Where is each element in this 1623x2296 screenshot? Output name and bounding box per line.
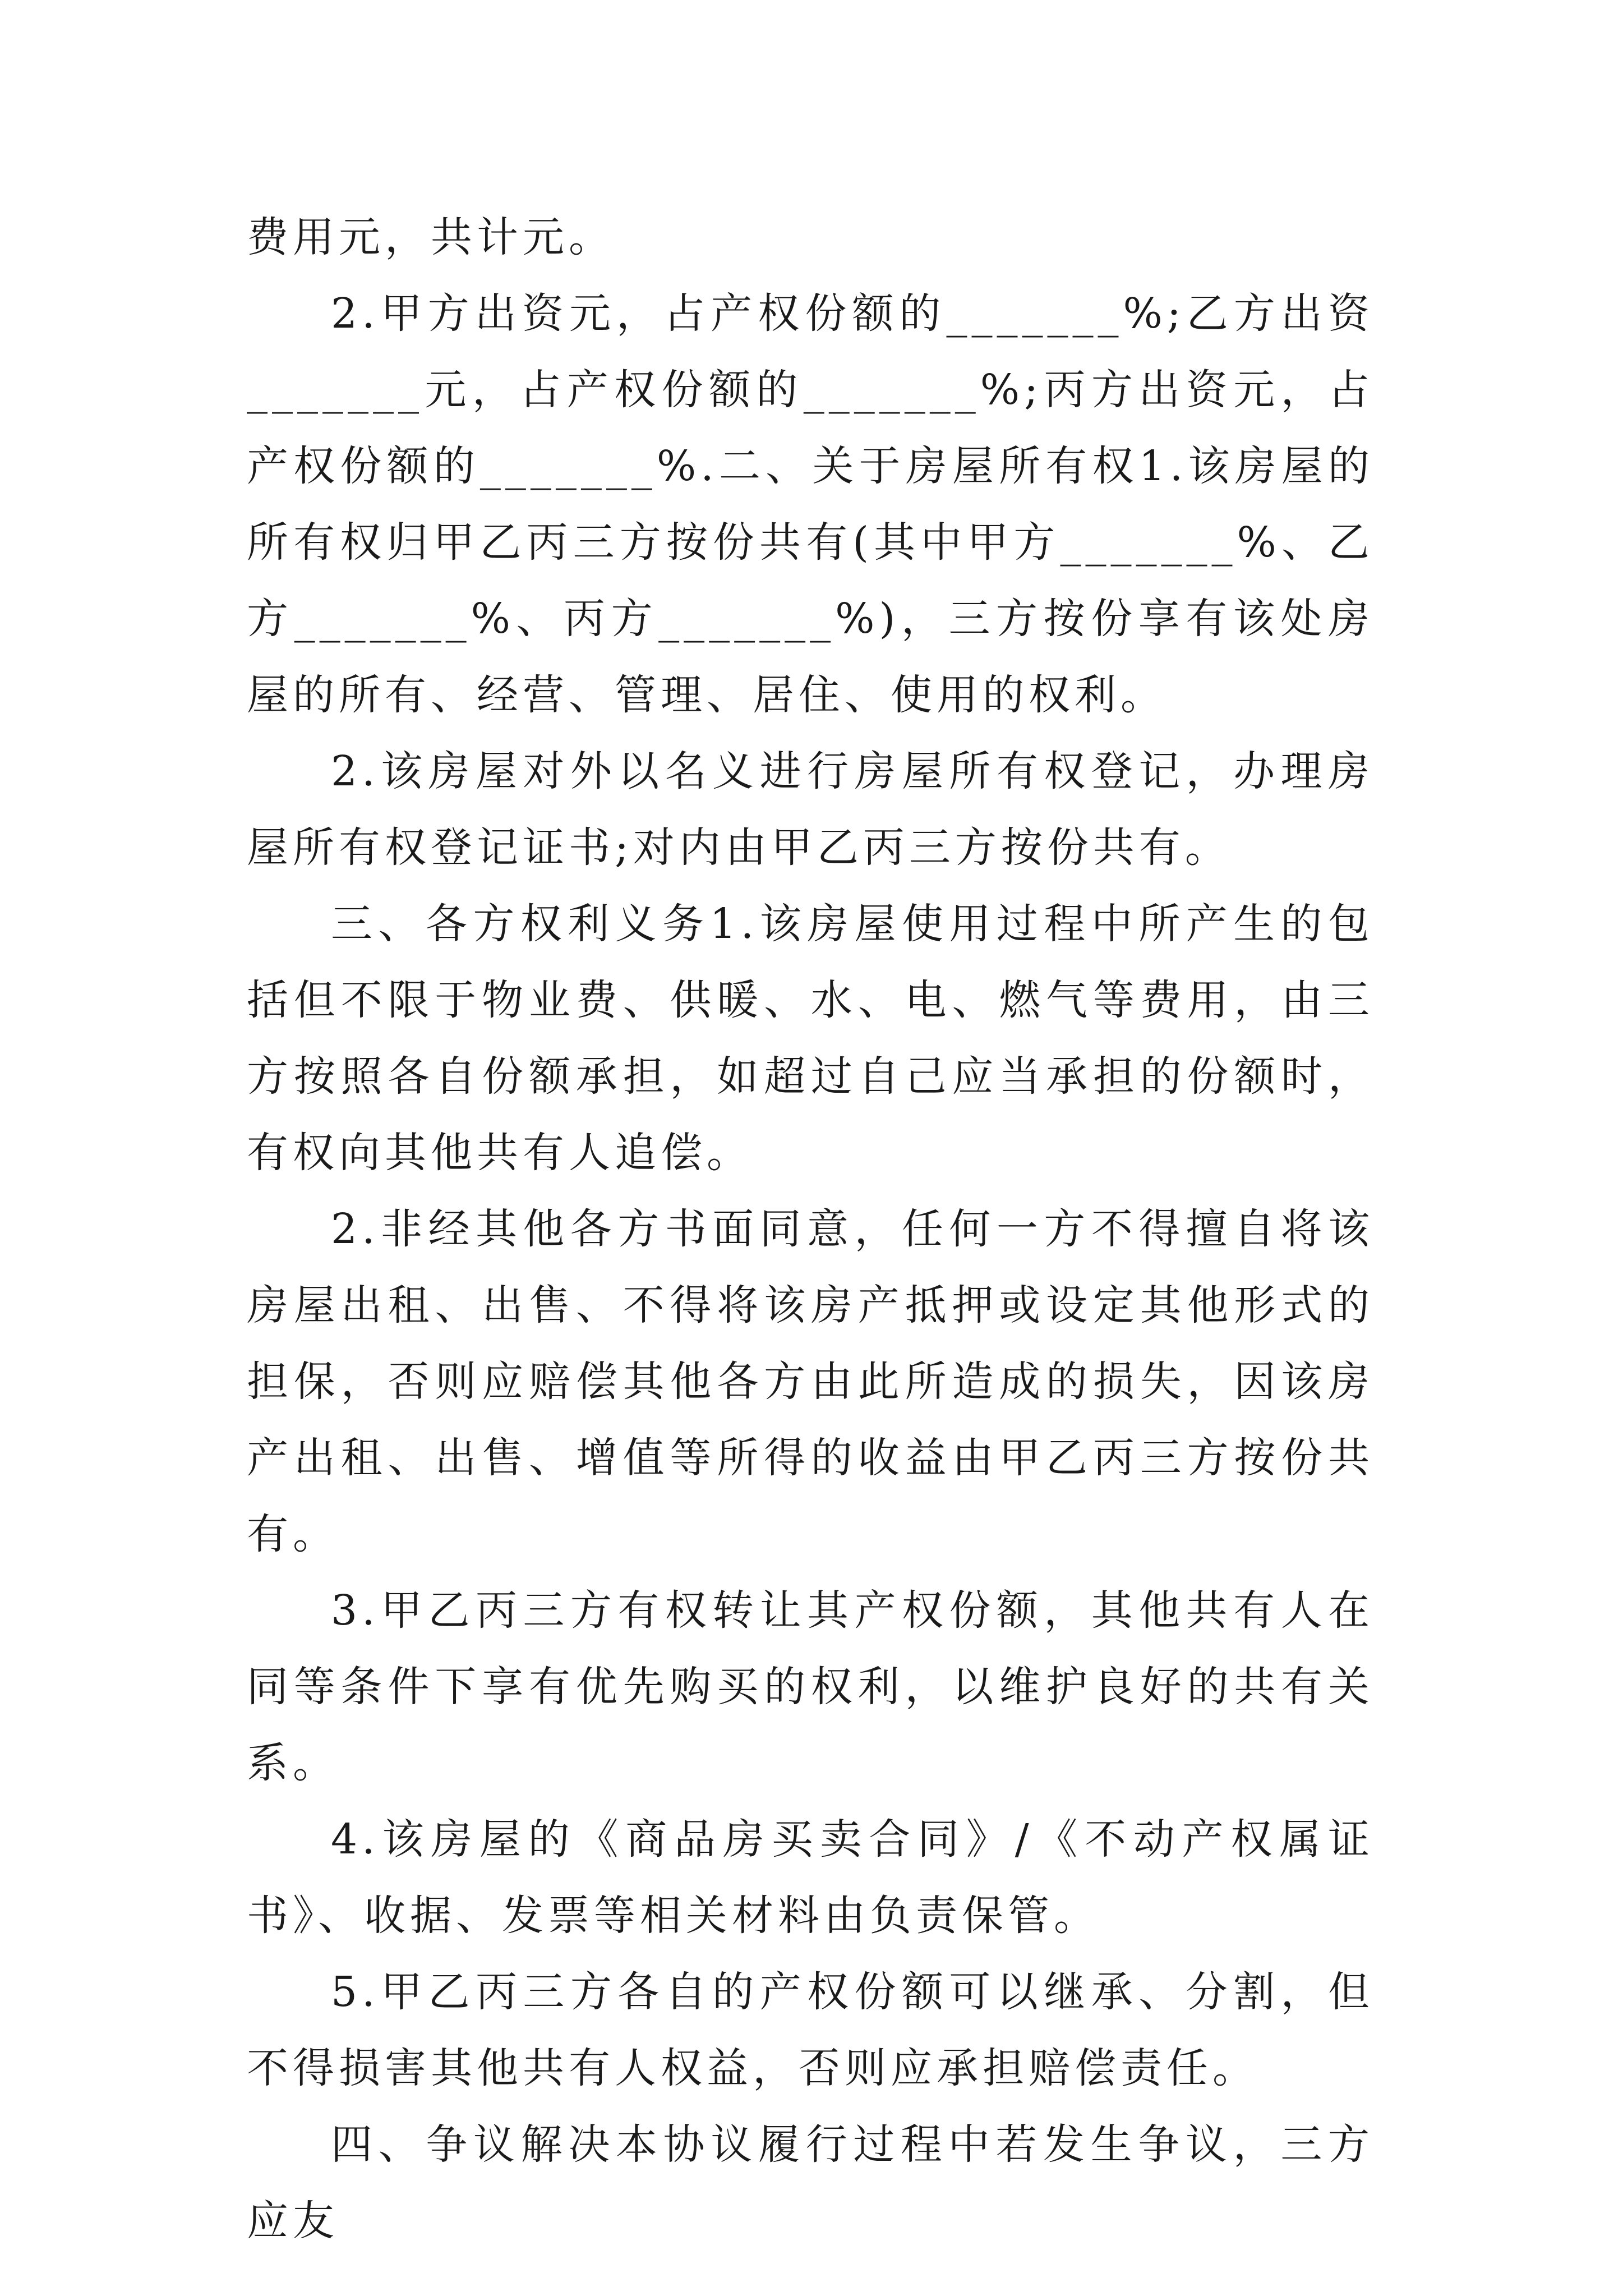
paragraph-5: 3.甲乙丙三方有权转让其产权份额，其他共有人在同等条件下享有优先购买的权利，以维护良好的共有关系。 <box>247 1586 1374 1787</box>
paragraph-1: 2.甲方出资元，占产权份额的_______%;乙方出资_______元，占产权份额的_______%;丙方出资元，占产权份额的_______%.二、关于房屋所有权1.该房屋的所有权归甲乙丙三方按份共有(其中甲方_______%、乙方_______%、丙方_______%)，三方按份享有该处房屋的所有、经营、管理、居住、使用的权利。 <box>247 289 1374 719</box>
paragraph-6: 4.该房屋的《商品房买卖合同》/《不动产权属证书》、收据、发票等相关材料由负责保管。 <box>247 1815 1374 1940</box>
paragraph-7: 5.甲乙丙三方各自的产权份额可以继承、分割，但不得损害其他共有人权益，否则应承担赔偿责任。 <box>247 1968 1374 2092</box>
paragraph-4: 2.非经其他各方书面同意，任何一方不得擅自将该房屋出租、出售、不得将该房产抵押或设定其他形式的担保，否则应赔偿其他各方由此所造成的损失，因该房产出租、出售、增值等所得的收益由甲乙丙三方按份共有。 <box>247 1205 1374 1558</box>
paragraph-3: 三、各方权利义务1.该房屋使用过程中所产生的包括但不限于物业费、供暖、水、电、燃气等费用，由三方按照各自份额承担，如超过自己应当承担的份额时，有权向其他共有人追偿。 <box>247 900 1374 1177</box>
document-body <box>247 199 1374 2259</box>
paragraph-0: 费用元，共计元。 <box>247 213 615 261</box>
paragraph-8: 四、争议解决本协议履行过程中若发生争议，三方应友 <box>247 2120 1374 2245</box>
paragraph-2: 2.该房屋对外以名义进行房屋所有权登记，办理房屋所有权登记证书;对内由甲乙丙三方按份共有。 <box>247 747 1374 872</box>
